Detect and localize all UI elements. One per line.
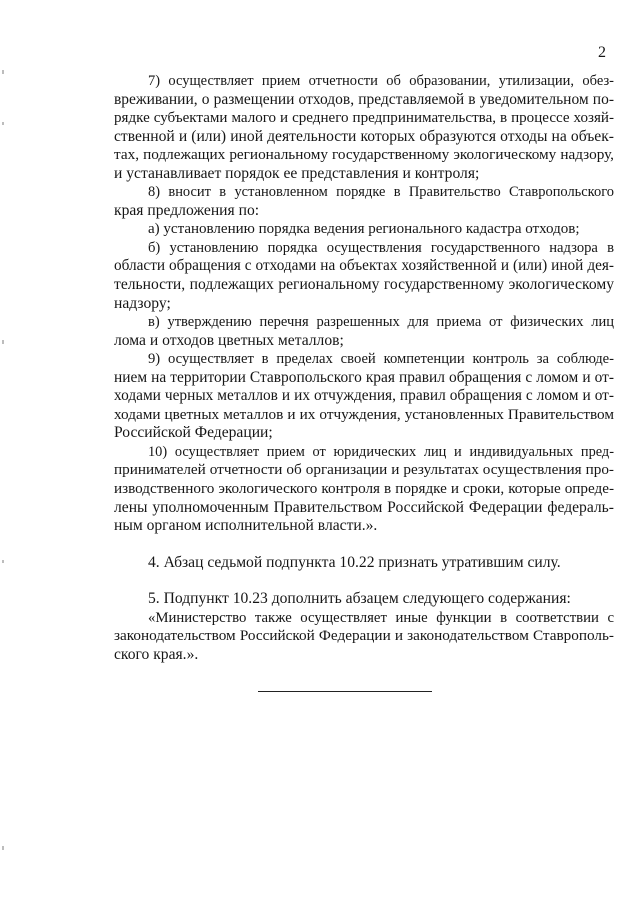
text-line: ным органом исполнительной власти.». xyxy=(114,517,378,535)
paragraph-gap xyxy=(114,536,614,554)
text-line: 5. Подпункт 10.23 дополнить абзацем следующего содержания: xyxy=(148,590,571,608)
scan-edge-mark xyxy=(2,70,4,74)
text-line: принимателей отчетности об организации и результатах осуществления про- xyxy=(114,461,614,479)
scan-edge-mark xyxy=(2,340,4,344)
scan-edge-mark xyxy=(2,122,4,125)
text-line: рядке субъектами малого и среднего предпринимательства, в процессе хозяй- xyxy=(114,110,614,127)
text-line: в) утверждению перечня разрешенных для приема от физических лиц xyxy=(148,314,614,331)
text-line: тельности, подлежащих региональному государственному экологическому xyxy=(114,276,614,294)
text-line: ского края.». xyxy=(114,645,199,663)
text-line: «Министерство также осуществляет иные функции в соответствии с xyxy=(148,609,614,626)
text-line: 9) осуществляет в пределах своей компетенции контроль за соблюде- xyxy=(148,351,614,368)
text-line: надзору; xyxy=(114,294,171,312)
text-line: края предложения по: xyxy=(114,201,260,219)
text-line: б) установлению порядка осуществления государственного надзора в xyxy=(148,239,614,256)
text-line: 10) осуществляет прием от юридических лиц и индивидуальных пред- xyxy=(148,443,614,460)
text-line: 8) вносит в установленном порядке в Правительство Ставропольского xyxy=(148,184,614,201)
text-line: 4. Абзац седьмой подпункта 10.22 признать утратившим силу. xyxy=(148,553,561,571)
text-line: области обращения с отходами на объектах хозяйственной и (или) иной дея- xyxy=(114,257,614,275)
text-line: а) установлению порядка ведения регионального кадастра отходов; xyxy=(148,221,580,238)
text-line: лома и отходов цветных металлов; xyxy=(114,331,344,349)
document-body xyxy=(114,72,614,664)
text-line: 7) осуществляет прием отчетности об образовании, утилизации, обез- xyxy=(148,73,614,89)
text-line: ходами черных металлов и их отчуждения, правил обращения с ломом и от- xyxy=(114,387,614,405)
closing-divider xyxy=(258,691,432,692)
paragraph-gap xyxy=(114,572,614,590)
scan-edge-mark xyxy=(2,560,4,563)
text-line: тах, подлежащих региональному государственному экологическому надзору, xyxy=(114,146,614,164)
text-line: лены уполномоченным Правительством Российской Федерации федераль- xyxy=(114,498,614,516)
text-line: и устанавливает порядок ее представления и контроля; xyxy=(114,164,480,182)
page-number: 2 xyxy=(598,44,606,61)
text-line: Российской Федерации; xyxy=(114,424,273,442)
text-line: законодательством Российской Федерации и законодательством Ставрополь- xyxy=(114,627,614,645)
text-line: нием на территории Ставропольского края правил обращения с ломом и от- xyxy=(114,368,614,386)
text-line: ходами цветных металлов и их отчуждения, установленных Правительством xyxy=(114,405,614,423)
scan-edge-mark xyxy=(2,846,4,850)
text-line: изводственного экологического контроля в порядке и сроки, которые опреде- xyxy=(114,480,614,498)
text-line: ственной и (или) иной деятельности которых образуются отходы на объек- xyxy=(114,127,614,145)
text-line: вреживании, о размещении отходов, представляемой в уведомительном по- xyxy=(114,90,614,108)
